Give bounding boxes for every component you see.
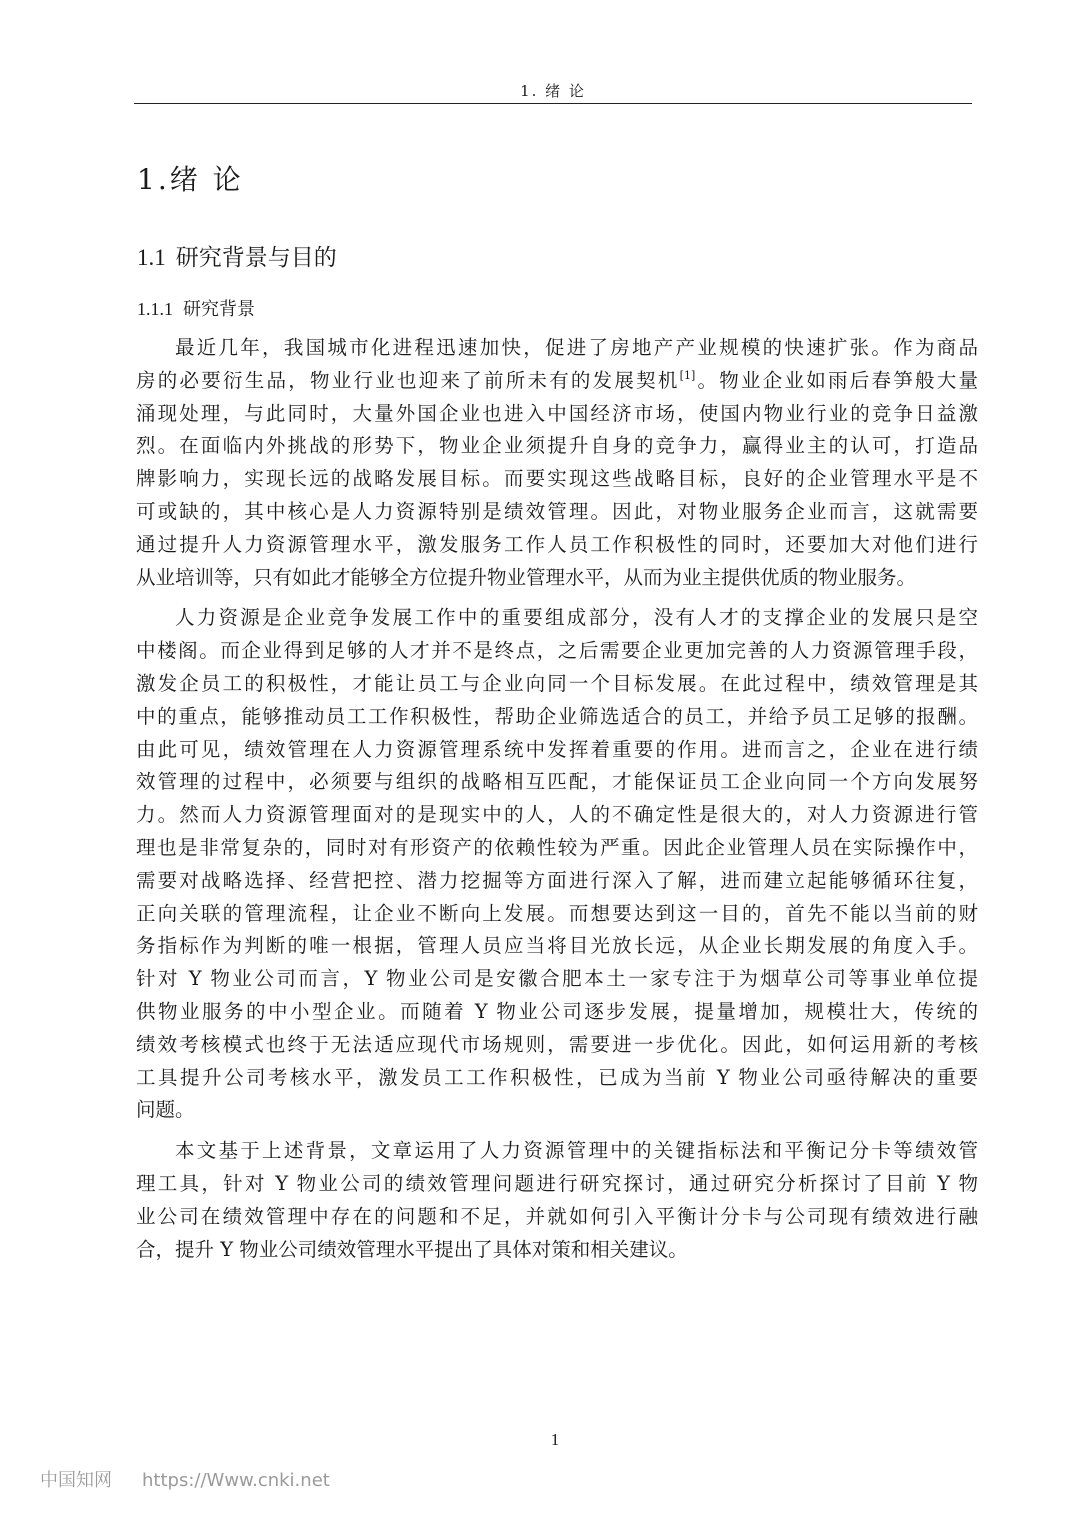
body-text bbox=[136, 332, 978, 1274]
paragraph-line: 中楼阁。而企业得到足够的人才并不是终点，之后需要企业更加完善的人力资源管理手段， bbox=[136, 639, 978, 663]
paragraph-line: 由此可见，绩效管理在人力资源管理系统中发挥着重要的作用。进而言之，企业在进行绩 bbox=[136, 737, 978, 761]
paragraph-line: 房的必要衍生品，物业行业也迎来了前所未有的发展契机[1]。物业企业如雨后春笋般大量 bbox=[136, 368, 978, 392]
paragraph-line: 力。然而人力资源管理面对的是现实中的人，人的不确定性是很大的，对人力资源进行管 bbox=[136, 803, 978, 827]
paragraph-line: 人力资源是企业竞争发展工作中的重要组成部分，没有人才的支撑企业的发展只是空 bbox=[175, 606, 978, 630]
paragraph-line: 业公司在绩效管理中存在的问题和不足，并就如何引入平衡计分卡与公司现有绩效进行融 bbox=[136, 1204, 978, 1228]
paragraph-line: 从业培训等，只有如此才能够全方位提升物业管理水平，从而为业主提供优质的物业服务。 bbox=[136, 565, 917, 589]
paragraph-line: 正向关联的管理流程，让企业不断向上发展。而想要达到这一目的，首先不能以当前的财 bbox=[136, 901, 978, 925]
chapter-title-text: 绪 论 bbox=[169, 163, 244, 196]
paragraph-line: 需要对战略选择、经营把控、潜力挖掘等方面进行深入了解，进而建立起能够循环往复， bbox=[136, 868, 978, 892]
running-header: 1. 绪 论 bbox=[520, 82, 586, 100]
paragraph-line: 理工具，针对 Y 物业公司的绩效管理问题进行研究探讨，通过研究分析探讨了目前 Y 物 bbox=[136, 1171, 978, 1195]
subsection-title bbox=[137, 294, 255, 325]
paragraph-line: 工具提升公司考核水平，激发员工工作积极性，已成为当前 Y 物业公司亟待解决的重要 bbox=[136, 1065, 978, 1089]
citation-marker: [1] bbox=[679, 368, 696, 382]
paragraph-line: 问题。 bbox=[136, 1098, 195, 1122]
section-title-text: 研究背景与目的 bbox=[175, 245, 337, 271]
subsection-title-text: 研究背景 bbox=[183, 299, 255, 320]
paragraph-line: 针对 Y 物业公司而言，Y 物业公司是安徽合肥本土一家专注于为烟草公司等事业单位提 bbox=[136, 967, 978, 991]
paragraph-line: 理也是非常复杂的，同时对有形资产的依赖性较为严重。因此企业管理人员在实际操作中， bbox=[136, 835, 978, 859]
watermark-url: https://Www.cnki.net bbox=[142, 1470, 330, 1491]
paragraph-line: 绩效考核模式也终于无法适应现代市场规则，需要进一步优化。因此，如何运用新的考核 bbox=[136, 1032, 978, 1056]
chapter-title bbox=[137, 160, 244, 200]
section-title bbox=[137, 240, 337, 276]
paragraph-line: 本文基于上述背景，文章运用了人力资源管理中的关键指标法和平衡记分卡等绩效管 bbox=[175, 1139, 978, 1163]
paragraph-line: 牌影响力，实现长远的战略发展目标。而要实现这些战略目标，良好的企业管理水平是不 bbox=[136, 467, 978, 491]
paragraph-line: 务指标作为判断的唯一根据，管理人员应当将目光放长远，从企业长期发展的角度入手。 bbox=[136, 934, 978, 958]
watermark bbox=[40, 1466, 330, 1492]
header-rule bbox=[134, 103, 972, 104]
paragraph-line: 可或缺的，其中核心是人力资源特别是绩效管理。因此，对物业服务企业而言，这就需要 bbox=[136, 499, 978, 523]
paragraph-line: 供物业服务的中小型企业。而随着 Y 物业公司逐步发展，提量增加，规模壮大，传统的 bbox=[136, 999, 978, 1023]
paragraph-line: 通过提升人力资源管理水平，激发服务工作人员工作积极性的同时，还要加大对他们进行 bbox=[136, 532, 978, 556]
subsection-number: 1.1.1 bbox=[137, 299, 173, 319]
paragraph-line: 效管理的过程中，必须要与组织的战略相互匹配，才能保证员工企业向同一个方向发展努 bbox=[136, 770, 978, 794]
paragraph bbox=[136, 332, 978, 594]
paragraph-line: 涌现处理，与此同时，大量外国企业也进入中国经济市场，使国内物业行业的竞争日益激 bbox=[136, 401, 978, 425]
paragraph-line: 合，提升 Y 物业公司绩效管理水平提出了具体对策和相关建议。 bbox=[136, 1237, 688, 1261]
paragraph-line: 烈。在面临内外挑战的形势下，物业企业须提升自身的竞争力，赢得业主的认可，打造品 bbox=[136, 434, 978, 458]
chapter-number: 1. bbox=[137, 163, 170, 196]
page-number: 1 bbox=[550, 1430, 560, 1449]
paragraph-line: 激发企员工的积极性，才能让员工与企业向同一个目标发展。在此过程中，绩效管理是其 bbox=[136, 671, 978, 695]
paragraph-line-tail: 。物业企业如雨后春笋般大量 bbox=[695, 368, 978, 392]
paragraph-line: 最近几年，我国城市化进程迅速加快，促进了房地产产业规模的快速扩张。作为商品 bbox=[175, 336, 978, 359]
watermark-brand: 中国知网 bbox=[40, 1470, 112, 1491]
paragraph bbox=[136, 602, 978, 1127]
section-number: 1.1 bbox=[137, 245, 166, 270]
paragraph-line: 中的重点，能够推动员工工作积极性，帮助企业筛选适合的员工，并给予员工足够的报酬。 bbox=[136, 704, 978, 728]
paragraph bbox=[136, 1135, 978, 1266]
